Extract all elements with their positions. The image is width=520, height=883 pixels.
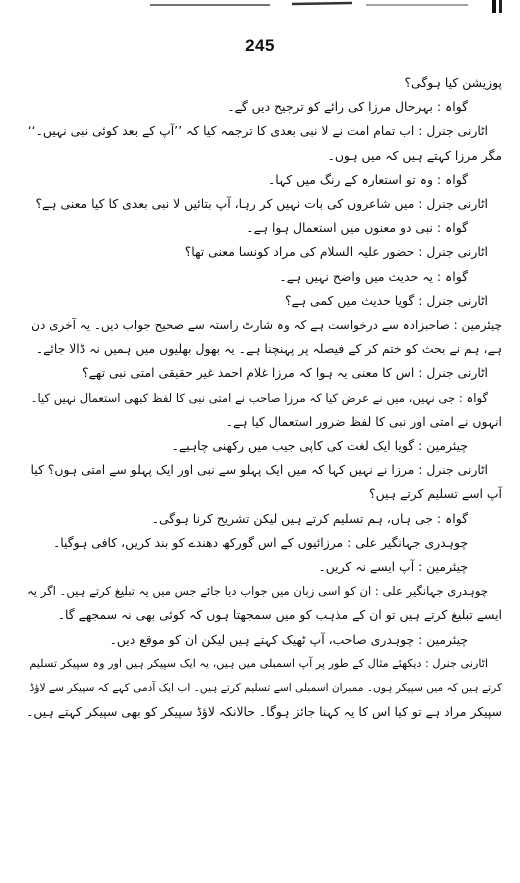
text-line: گواہ : جی نہیں، میں نے عرض کیا کہ مرزا صاحب نے امتی نبی کا لفظ کبھی استعمال نہیں کیا۔ [30, 390, 488, 405]
text-line: چوہدری جہانگیر علی : مرزائیوں کے اس گورکھ دھندے کو بند کریں، کافی ہوگیا۔ [52, 534, 468, 550]
text-line: گواہ : وہ تو استعارہ کے رنگ میں کہا۔ [267, 171, 468, 187]
text-line: ایسے تبلیغ کرتے ہیں تو ان کے مذہب کو میں سمجھتا ہوں کہ کوئی بھی نہ سمجھے گا۔ [57, 607, 502, 623]
text-line: کرتے ہیں کہ میں سپیکر ہوں۔ ممبران اسمبلی اسے تسلیم کرتے ہیں۔ اب ایک آدمی کہے کہ سپیکر سے لاؤڈ [29, 682, 502, 695]
text-line: چوہدری جہانگیر علی : ان کو اسی زبان میں جواب دیا جائے جس میں یہ تبلیغ کرتے ہیں۔ اگر یہ [27, 584, 488, 599]
text-line: آپ اسے تسلیم کرتے ہیں؟ [369, 486, 502, 502]
text-line: اٹارنی جنرل : دیکھئے مثال کے طور پر آپ اسمبلی میں ہیں، یہ ایک سپیکر ہیں اور وہ سپیکر تسلیم [29, 656, 488, 670]
text-line: سپیکر مراد ہے تو کیا اس کا یہ کہنا جائز ہوگا۔ حالانکہ لاؤڈ سپیکر کو بھی سپیکر کہتے ہیں۔ [26, 704, 502, 720]
text-line: چیئرمین : گویا ایک لغت کی کاپی جیب میں رکھنی چاہیے۔ [171, 438, 468, 454]
text-line: اٹارنی جنرل : میں شاعروں کی بات نہیں کر رہا، آپ بتائیں لا نبی بعدی کا کیا معنی ہے؟ [35, 196, 488, 212]
text-line: مگر مرزا کہتے ہیں کہ میں ہوں۔ [327, 147, 502, 163]
text-line: اٹارنی جنرل : گویا حدیث میں کمی ہے؟ [284, 292, 488, 308]
text-line: انہوں نے امتی اور نبی کا لفظ ضرور استعمال کیا ہے۔ [225, 413, 502, 429]
text-line: گواہ : یہ حدیث میں واضح نہیں ہے۔ [279, 268, 468, 284]
body-text [26, 71, 502, 724]
text-line: اٹارنی جنرل : مرزا نے نہیں کہا کہ میں ایک پہلو سے نبی اور ایک پہلو سے امتی ہوں؟ کیا [30, 462, 488, 478]
text-line: ہے، ہم نے بحث کو ختم کر کے فیصلہ پر پہنچنا ہے۔ یہ بھول بھلیوں میں ہمیں نہ ڈالا جائے۔ [35, 341, 502, 357]
text-line: اٹارنی جنرل : اس کا معنی یہ ہوا کہ مرزا غلام احمد غیر حقیقی امتی نبی تھے؟ [82, 365, 488, 381]
page-top-edge-scan-artifact [0, 0, 520, 14]
text-line: چیئرمین : آپ ایسے نہ کریں۔ [318, 559, 468, 575]
text-line: گواہ : جی ہاں، ہم تسلیم کرتے ہیں لیکن تشریح کرنا ہوگی۔ [151, 510, 468, 526]
text-line: گواہ : نبی دو معنوں میں استعمال ہوا ہے۔ [246, 220, 468, 236]
text-line: گواہ : بہرحال مرزا کی رائے کو ترجیح دیں گے۔ [227, 99, 468, 115]
text-line: چیئرمین : صاحبزادہ سے درخواست ہے کہ وہ شارٹ راستہ سے صحیح جواب دیں۔ یہ آخری دن [31, 318, 502, 333]
text-line: اٹارنی جنرل : اب تمام امت نے لا نبی بعدی کا ترجمہ کیا کہ ’’آپ کے بعد کوئی نبی نہیں۔‘‘ [27, 123, 488, 139]
text-line: پوزیشن کیا ہوگی؟ [404, 75, 502, 90]
page-number: 245 [245, 36, 275, 55]
text-line: چیئرمین : چوہدری صاحب، آپ ٹھیک کہتے ہیں لیکن ان کو موقع دیں۔ [109, 631, 468, 647]
text-line: اٹارنی جنرل : حضور علیہ السلام کی مراد کونسا معنی تھا؟ [184, 244, 488, 260]
